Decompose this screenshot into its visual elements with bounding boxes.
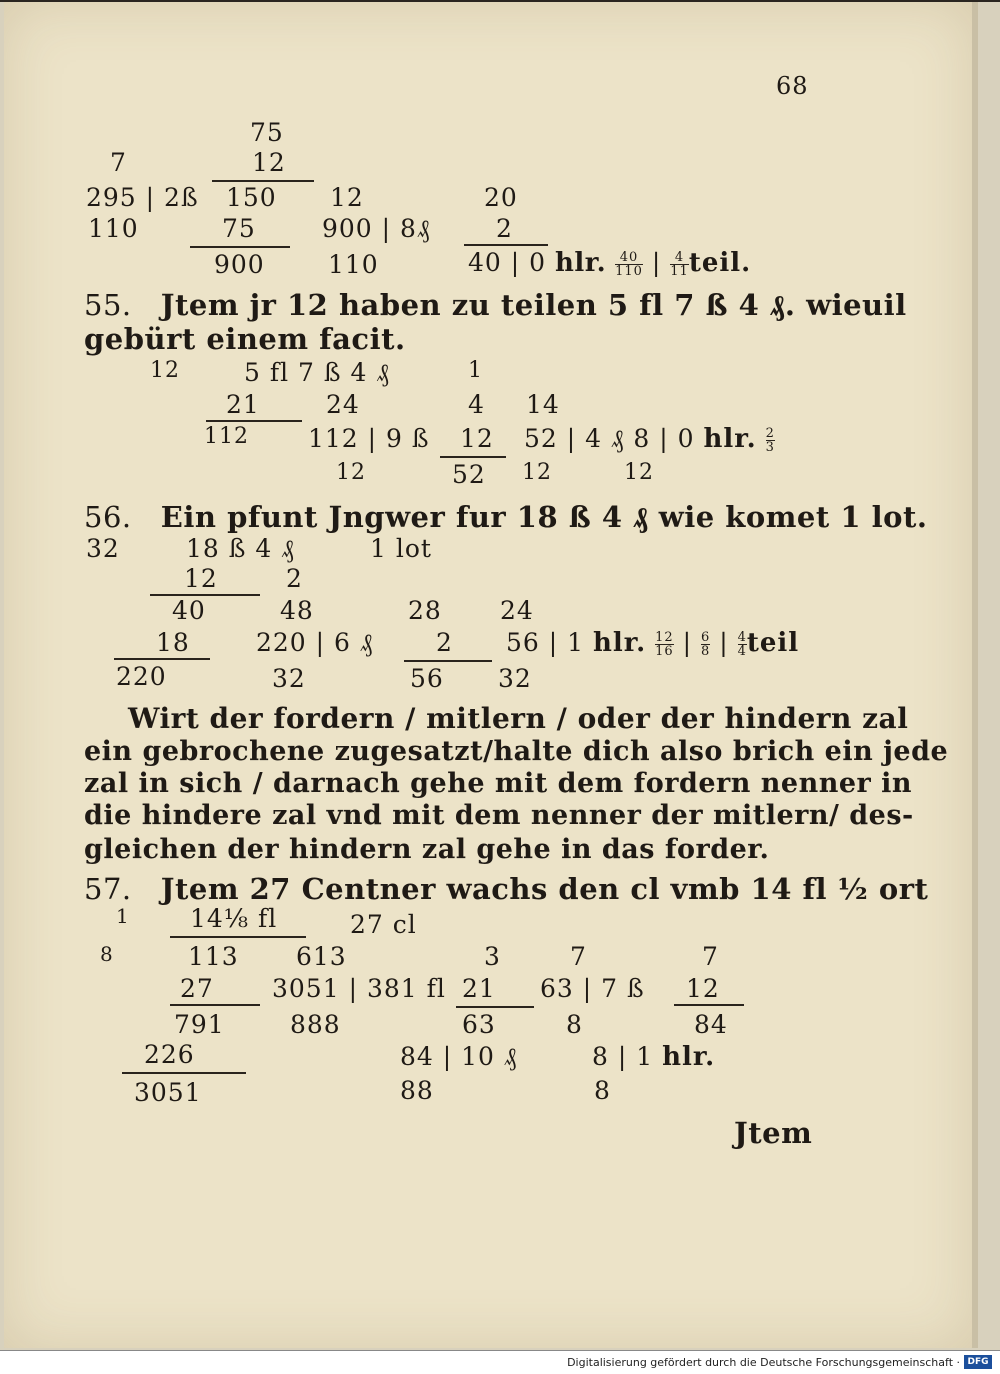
- calc-line: 900 | 8₰: [322, 214, 431, 243]
- calc-line: 27: [180, 974, 214, 1003]
- calc-line: 52 | 4 ₰ 8 | 0 hlr. $\frac{2}{3}$: [524, 424, 775, 455]
- calc-line: 5 fl 7 ß 4 ₰: [244, 358, 390, 387]
- fraction-rule: [440, 456, 506, 458]
- calc-line: 18: [156, 628, 190, 657]
- rule-paragraph-line: zal in sich / darnach gehe mit dem fordern nenner in: [84, 768, 913, 799]
- calc-line: 888: [290, 1010, 341, 1039]
- calc-line: 1: [468, 358, 483, 383]
- rule-paragraph-line: ein gebrochene zugesatzt/halte dich also brich ein jede: [84, 736, 949, 767]
- calc-line: 24: [500, 596, 534, 625]
- calc-line: 3051 | 381 fl: [272, 974, 446, 1003]
- calc-line: 12: [252, 148, 286, 177]
- digitization-footer: [0, 1350, 1000, 1374]
- calc-line: 12: [522, 460, 552, 485]
- item-56-line-1: 56. Ein pfunt Jngwer fur 18 ß 4 ₰ wie komet 1 lot.: [84, 500, 928, 534]
- calc-line: 113: [188, 942, 239, 971]
- item-57-line-1: 57. Jtem 27 Centner wachs den cl vmb 14 fl ½ ort: [84, 872, 929, 906]
- page-number: 68: [776, 72, 809, 100]
- calc-line: 2: [496, 214, 513, 243]
- calc-line: 40: [172, 596, 206, 625]
- calc-line: 52: [452, 460, 486, 489]
- fraction-rule: [114, 658, 210, 660]
- calc-line: 220 | 6 ₰: [256, 628, 374, 657]
- catchword: Jtem: [734, 1116, 813, 1150]
- calc-line: 12: [686, 974, 720, 1003]
- calc-line: 7: [702, 942, 719, 971]
- calc-line: 112: [204, 424, 249, 449]
- calc-line: 24: [326, 390, 360, 419]
- calc-line: 63 | 7 ß: [540, 974, 645, 1003]
- calc-line: 12: [336, 460, 366, 485]
- calc-line: 14: [526, 390, 560, 419]
- calc-line: 4: [468, 390, 485, 419]
- calc-line: 40 | 0 hlr. $\frac{40}{110}$ | $\frac{4}{11}$ teil.: [468, 248, 752, 279]
- fraction-rule: [122, 1072, 246, 1074]
- calc-line: 8: [566, 1010, 583, 1039]
- fraction-rule: [456, 1006, 534, 1008]
- fraction-rule: [206, 420, 302, 422]
- fraction-rule: [404, 660, 492, 662]
- calc-line: 112 | 9 ß: [308, 424, 430, 453]
- calc-line: 8: [100, 942, 114, 966]
- calc-line: 1 lot: [370, 534, 432, 563]
- calc-line: 14⅛ fl: [190, 904, 278, 933]
- fraction-rule: [212, 180, 314, 182]
- calc-line: 295 | 2ß: [86, 183, 199, 212]
- fraction-rule: [170, 936, 306, 938]
- calc-line: 7: [570, 942, 587, 971]
- calc-line: 8: [594, 1076, 611, 1105]
- calc-line: 12: [330, 183, 364, 212]
- calc-line: 32: [498, 664, 532, 693]
- calc-line: 1: [116, 904, 130, 928]
- fraction-rule: [464, 244, 548, 246]
- calc-line: 900: [214, 250, 265, 279]
- calc-line: 12: [150, 358, 180, 383]
- calc-line: 21: [462, 974, 496, 1003]
- calc-line: 32: [272, 664, 306, 693]
- footer-credit: Digitalisierung gefördert durch die Deutsche Forschungsgemeinschaft ·: [567, 1356, 960, 1369]
- calc-line: 7: [110, 148, 127, 177]
- calc-line: 32: [86, 534, 120, 563]
- calc-line: 63: [462, 1010, 496, 1039]
- dfg-logo-icon[interactable]: DFG: [964, 1355, 992, 1369]
- item-55-line-1: 55. Jtem jr 12 haben zu teilen 5 fl 7 ß 4 ₰. wieuil: [84, 288, 907, 322]
- calc-line: 84 | 10 ₰: [400, 1042, 518, 1071]
- calc-line: 110: [328, 250, 379, 279]
- calc-line: 12: [184, 564, 218, 593]
- calc-line: 220: [116, 662, 167, 691]
- calc-line: 226: [144, 1040, 195, 1069]
- calc-line: 2: [286, 564, 303, 593]
- rule-paragraph-line: gleichen der hindern zal gehe in das forder.: [84, 834, 770, 865]
- calc-line: 3: [484, 942, 501, 971]
- item-55-line-2: gebürt einem facit.: [84, 322, 406, 356]
- calc-line: 56 | 1 hlr. $\frac{12}{16}$ | $\frac{6}{8}$ | $\frac{4}{4}$ teil: [506, 628, 800, 659]
- calc-line: 12: [460, 424, 494, 453]
- calc-line: 8 | 1 hlr.: [592, 1042, 716, 1072]
- calc-line: 27 cl: [350, 910, 417, 939]
- calc-line: 791: [174, 1010, 225, 1039]
- calc-line: 12: [624, 460, 654, 485]
- calc-line: 150: [226, 183, 277, 212]
- fraction-rule: [170, 1004, 260, 1006]
- calc-line: 75: [222, 214, 256, 243]
- calc-line: 18 ß 4 ₰: [186, 534, 295, 563]
- rule-paragraph-line: die hindere zal vnd mit dem nenner der mitlern/ des-: [84, 800, 914, 831]
- fraction-rule: [674, 1004, 744, 1006]
- calc-line: 110: [88, 214, 139, 243]
- calc-line: 21: [226, 390, 260, 419]
- fraction-rule: [190, 246, 290, 248]
- calc-line: 613: [296, 942, 347, 971]
- rule-paragraph-line: Wirt der fordern / mitlern / oder der hindern zal: [128, 702, 909, 735]
- calc-line: 75: [250, 118, 284, 147]
- calc-line: 2: [436, 628, 453, 657]
- calc-line: 3051: [134, 1078, 202, 1107]
- calc-line: 48: [280, 596, 314, 625]
- calc-line: 88: [400, 1076, 434, 1105]
- calc-line: 84: [694, 1010, 728, 1039]
- calc-line: 56: [410, 664, 444, 693]
- calc-line: 20: [484, 183, 518, 212]
- calc-line: 28: [408, 596, 442, 625]
